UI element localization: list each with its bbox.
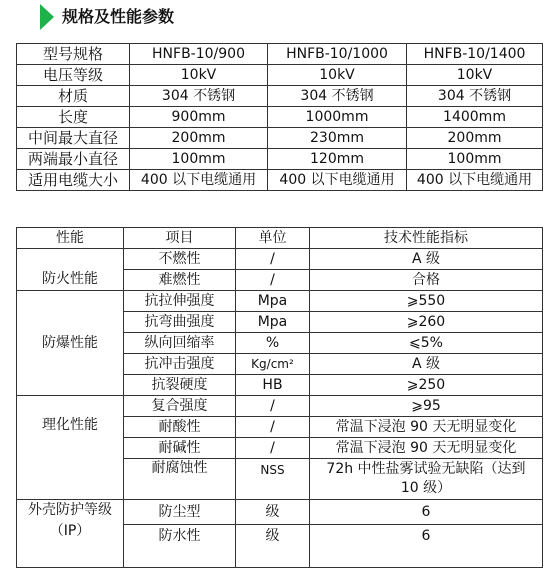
- table-cell: 304 不锈钢: [130, 86, 268, 107]
- category-cell: 防爆性能: [17, 291, 124, 396]
- table-cell: /: [236, 270, 310, 291]
- performance-table: [16, 227, 543, 568]
- table-cell: A 级: [310, 354, 543, 375]
- table-row: [17, 249, 543, 270]
- table-row: [17, 500, 543, 525]
- perf-header-cell: 项目: [124, 228, 236, 249]
- table-row: [17, 107, 543, 128]
- table-cell: 难燃性: [124, 270, 236, 291]
- row-label: 电压等级: [17, 65, 130, 86]
- table-cell: ⩾550: [310, 291, 543, 312]
- table-cell: NSS: [236, 459, 310, 500]
- table-cell: ⩽5%: [310, 333, 543, 354]
- table-cell: Mpa: [236, 291, 310, 312]
- perf-header-cell: 技术性能指标: [310, 228, 543, 249]
- table-cell: /: [236, 417, 310, 438]
- table-cell: ⩾95: [310, 396, 543, 417]
- table-cell: 200mm: [130, 128, 268, 149]
- section-title: 规格及性能参数: [62, 7, 175, 26]
- table-cell: 级: [236, 525, 310, 568]
- table-cell: 230mm: [268, 128, 407, 149]
- table-cell: 不燃性: [124, 249, 236, 270]
- table-cell: 1000mm: [268, 107, 407, 128]
- spec-header-cell: 型号规格: [17, 44, 130, 65]
- category-cell: 外壳防护等级（IP）: [17, 500, 124, 568]
- table-cell: /: [236, 438, 310, 459]
- table-cell: 复合强度: [124, 396, 236, 417]
- table-row: [17, 170, 543, 191]
- category-cell: 防火性能: [17, 249, 124, 291]
- spec-header-cell: HNFB-10/1000: [268, 44, 407, 65]
- table-cell: 10kV: [268, 65, 407, 86]
- table-cell: 200mm: [407, 128, 543, 149]
- table-cell: 抗拉伸强度: [124, 291, 236, 312]
- table-cell: Kg/cm²: [236, 354, 310, 375]
- table-cell: 10kV: [407, 65, 543, 86]
- table-cell: 400 以下电缆通用: [130, 170, 268, 191]
- table-cell: 400 以下电缆通用: [407, 170, 543, 191]
- table-cell: 6: [310, 500, 543, 525]
- table-cell: 抗冲击强度: [124, 354, 236, 375]
- triangle-marker-icon: [40, 4, 54, 30]
- table-cell: /: [236, 249, 310, 270]
- table-row: [17, 86, 543, 107]
- table-cell: 级: [236, 500, 310, 525]
- table-cell: 120mm: [268, 149, 407, 170]
- table-cell: 100mm: [407, 149, 543, 170]
- table-cell: 防尘型: [124, 500, 236, 525]
- table-cell: 900mm: [130, 107, 268, 128]
- table-row: [17, 291, 543, 312]
- table-cell: /: [236, 396, 310, 417]
- table-cell: 常温下浸泡 90 天无明显变化: [310, 417, 543, 438]
- table-cell: 防水性: [124, 525, 236, 568]
- row-label: 适用电缆大小: [17, 170, 130, 191]
- perf-header-cell: 单位: [236, 228, 310, 249]
- table-cell: %: [236, 333, 310, 354]
- spec-table: [16, 43, 543, 191]
- table-cell: 10kV: [130, 65, 268, 86]
- table-row: [17, 128, 543, 149]
- spec-header-cell: HNFB-10/900: [130, 44, 268, 65]
- table-cell: 耐酸性: [124, 417, 236, 438]
- table-cell: 耐碱性: [124, 438, 236, 459]
- table-cell: 1400mm: [407, 107, 543, 128]
- table-cell: 304 不锈钢: [407, 86, 543, 107]
- table-cell: 6: [310, 525, 543, 568]
- perf-header-row: [17, 228, 543, 249]
- table-cell: 400 以下电缆通用: [268, 170, 407, 191]
- table-cell: 抗弯曲强度: [124, 312, 236, 333]
- table-row: [17, 65, 543, 86]
- table-cell: 纵向回缩率: [124, 333, 236, 354]
- perf-header-cell: 性能: [17, 228, 124, 249]
- table-cell: 耐腐蚀性: [124, 459, 236, 500]
- spec-header-cell: HNFB-10/1400: [407, 44, 543, 65]
- row-label: 中间最大直径: [17, 128, 130, 149]
- table-cell: Mpa: [236, 312, 310, 333]
- table-row: [17, 149, 543, 170]
- table-cell: A 级: [310, 249, 543, 270]
- table-row: [17, 396, 543, 417]
- table-cell: 100mm: [130, 149, 268, 170]
- row-label: 长度: [17, 107, 130, 128]
- table-cell: 72h 中性盐雾试验无缺陷（达到10 级）: [310, 459, 543, 500]
- spec-header-row: [17, 44, 543, 65]
- table-cell: 304 不锈钢: [268, 86, 407, 107]
- table-cell: 合格: [310, 270, 543, 291]
- category-cell: 理化性能: [17, 396, 124, 500]
- row-label: 材质: [17, 86, 130, 107]
- table-cell: ⩾260: [310, 312, 543, 333]
- row-label: 两端最小直径: [17, 149, 130, 170]
- table-cell: 抗裂硬度: [124, 375, 236, 396]
- section-header: [0, 0, 556, 34]
- table-cell: 常温下浸泡 90 天无明显变化: [310, 438, 543, 459]
- table-cell: ⩾250: [310, 375, 543, 396]
- table-cell: HB: [236, 375, 310, 396]
